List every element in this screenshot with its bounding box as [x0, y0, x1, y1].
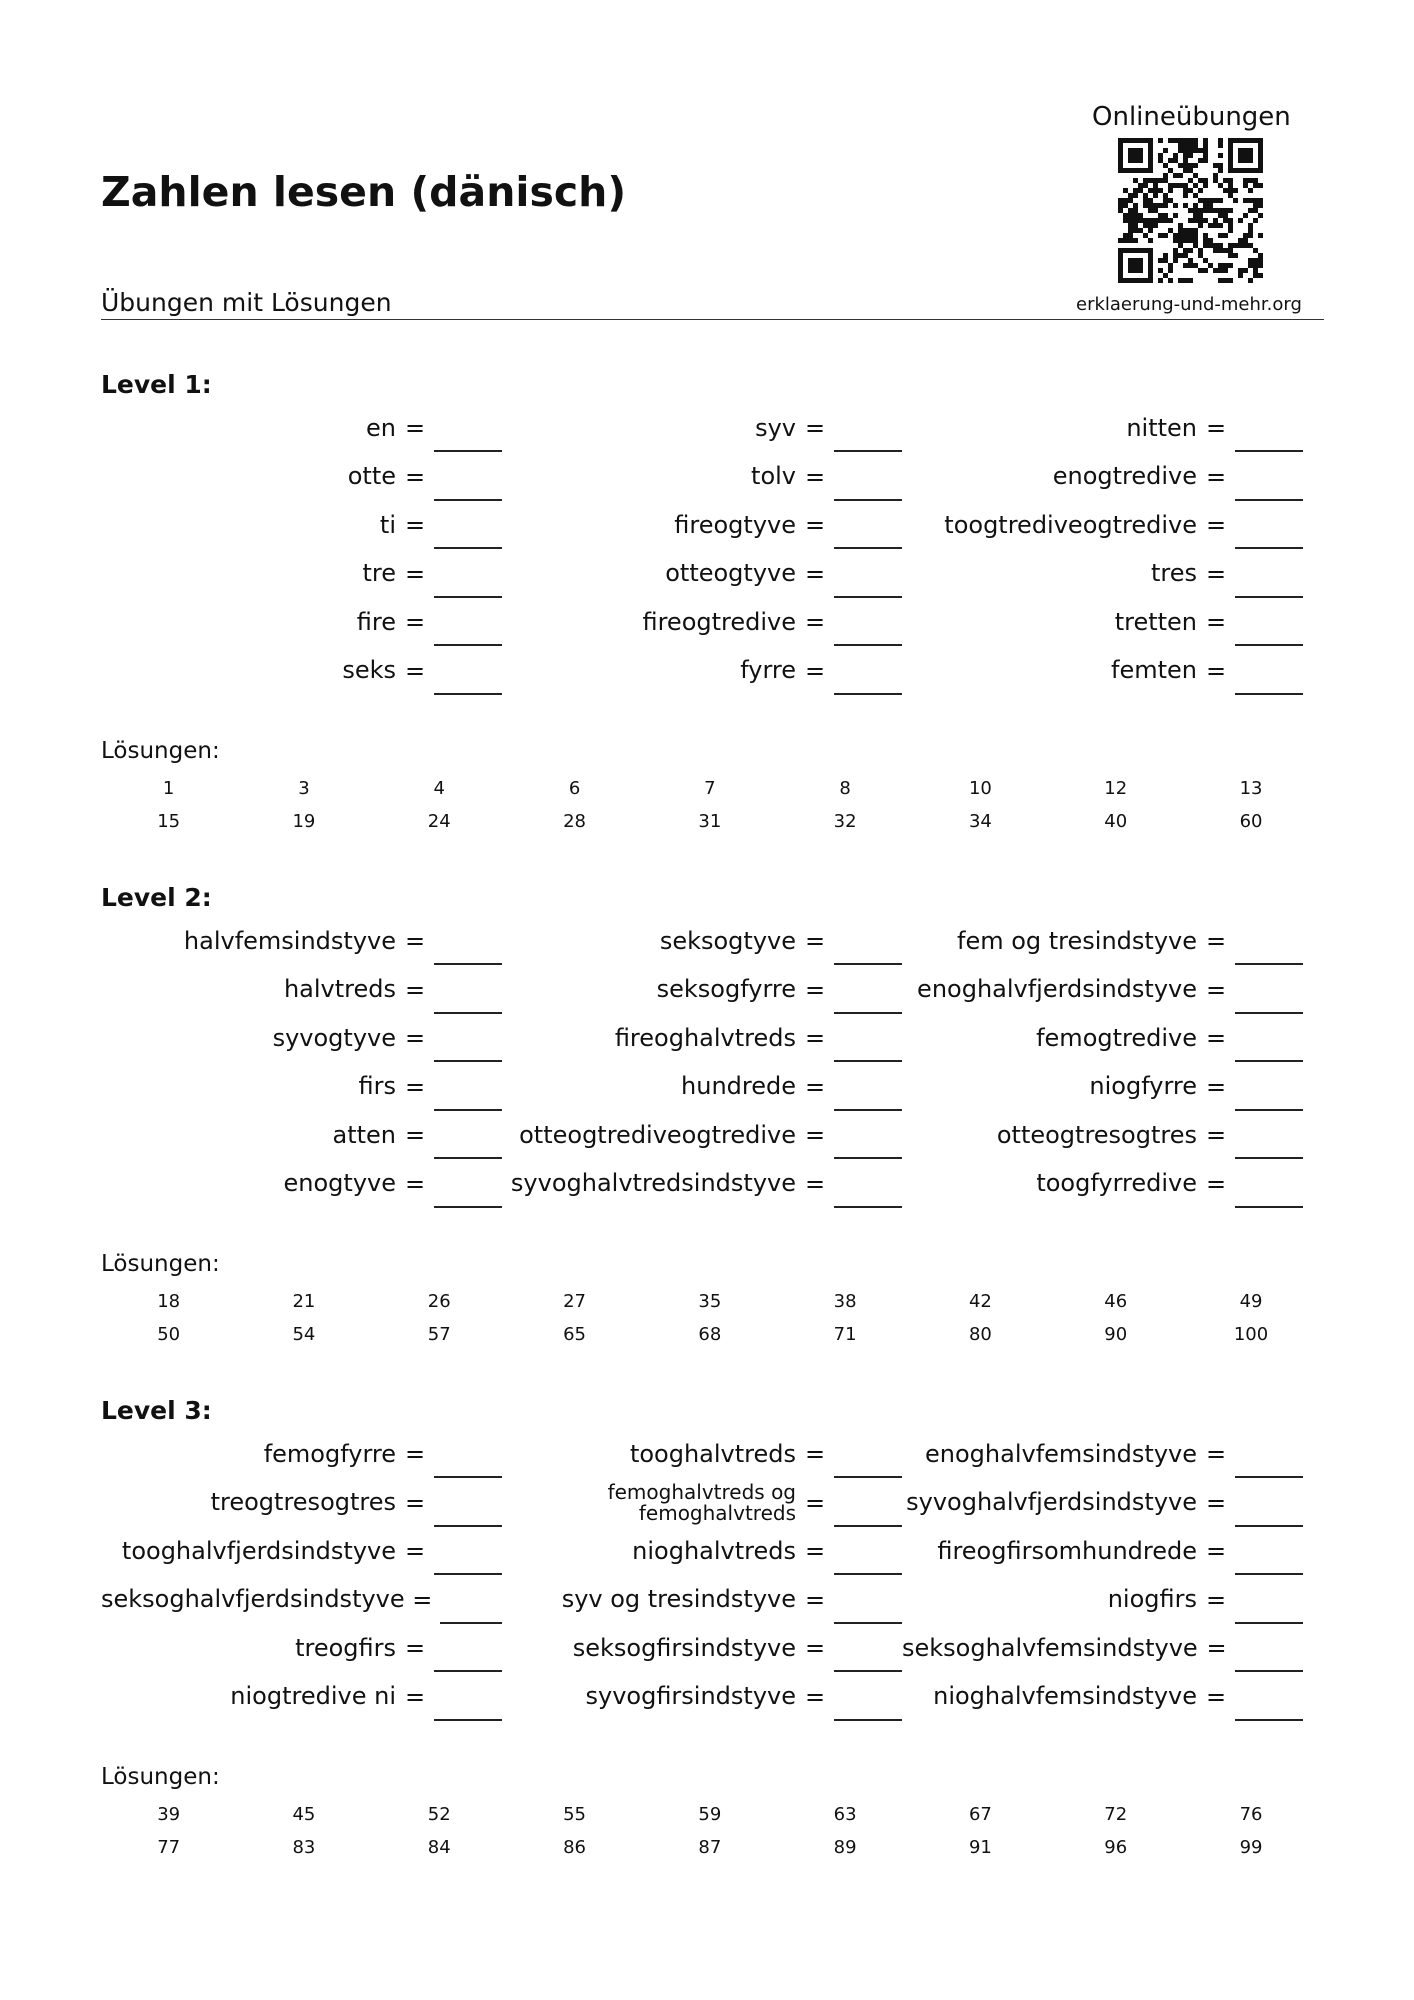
exercise-row — [101, 966, 1311, 1015]
equals-sign: = — [404, 1121, 426, 1150]
exercise-item — [502, 966, 902, 1015]
solution-number: 18 — [157, 1291, 181, 1312]
equals-sign: = — [1205, 608, 1227, 637]
exercise-row — [101, 1527, 1311, 1576]
solution-number: 38 — [833, 1291, 857, 1312]
equals-sign: = — [804, 1440, 826, 1469]
equals-sign: = — [804, 1585, 826, 1614]
exercise-item — [101, 1430, 502, 1479]
exercise-item — [101, 1111, 502, 1160]
exercise-item — [101, 1063, 502, 1112]
danish-number-word: tolv — [751, 462, 796, 491]
exercise-item — [502, 453, 902, 502]
solution-number: 46 — [1104, 1291, 1128, 1312]
exercise-item — [502, 1673, 902, 1722]
solution-number: 89 — [833, 1837, 857, 1858]
exercise-item — [101, 647, 502, 696]
exercise-item — [101, 1527, 502, 1576]
answer-blank[interactable] — [834, 693, 902, 695]
danish-number-word: halvfemsindstyve — [183, 926, 396, 955]
exercise-item — [101, 501, 502, 550]
equals-sign: = — [1205, 927, 1227, 956]
exercise-item — [502, 1160, 902, 1209]
equals-sign: = — [404, 1634, 426, 1663]
exercise-row — [101, 453, 1311, 502]
answer-blank[interactable] — [1235, 1719, 1303, 1721]
solution-number: 34 — [968, 811, 992, 832]
equals-sign: = — [804, 1072, 826, 1101]
solution-number: 45 — [292, 1804, 316, 1825]
exercise-item — [101, 453, 502, 502]
solution-number: 49 — [1239, 1291, 1263, 1312]
danish-number-word: otteogtresogtres — [996, 1120, 1197, 1149]
exercise-item — [902, 501, 1303, 550]
solution-number: 13 — [1239, 778, 1263, 799]
answer-blank[interactable] — [1235, 1206, 1303, 1208]
solution-number: 67 — [968, 1804, 992, 1825]
danish-number-word: halvtreds — [283, 975, 396, 1004]
danish-number-word: toogtrediveogtredive — [944, 510, 1197, 539]
exercise-item — [101, 550, 502, 599]
exercise-item — [902, 1014, 1303, 1063]
danish-number-word: niogfirs — [1107, 1585, 1197, 1614]
solution-number: 68 — [698, 1324, 722, 1345]
exercise-row — [101, 1063, 1311, 1112]
solution-number: 19 — [292, 811, 316, 832]
exercise-item — [502, 1430, 902, 1479]
equals-sign: = — [1205, 1488, 1227, 1517]
danish-number-word: tres — [1150, 559, 1197, 588]
danish-number-word: fem og tresindstyve — [957, 926, 1197, 955]
solution-number: 57 — [427, 1324, 451, 1345]
danish-number-word: seks — [342, 656, 396, 685]
solution-number: 60 — [1239, 811, 1263, 832]
danish-number-word: tre — [362, 559, 396, 588]
solution-number: 35 — [698, 1291, 722, 1312]
exercise-item — [902, 1111, 1303, 1160]
exercise-item — [101, 1673, 502, 1722]
danish-number-word: syvoghalvtredsindstyve — [510, 1169, 796, 1198]
exercise-item — [502, 598, 902, 647]
solution-number: 27 — [563, 1291, 586, 1312]
exercise-row — [101, 598, 1311, 647]
solution-number: 83 — [292, 1837, 316, 1858]
exercise-item — [902, 1430, 1303, 1479]
solution-number: 1 — [162, 778, 175, 799]
solution-number: 28 — [563, 811, 586, 832]
solution-number: 54 — [292, 1324, 316, 1345]
answer-blank[interactable] — [434, 693, 502, 695]
danish-number-word: fireogtredive — [642, 607, 796, 636]
exercise-row — [101, 647, 1311, 696]
solutions-label: Lösungen: — [101, 738, 220, 764]
danish-number-word: syvogtyve — [272, 1023, 396, 1052]
level-3-title: Level 3: — [101, 1396, 212, 1425]
exercise-item — [502, 1111, 902, 1160]
solution-number: 86 — [563, 1837, 586, 1858]
danish-number-word: tooghalvfjerdsindstyve — [121, 1536, 396, 1565]
page-title: Zahlen lesen (dänisch) — [101, 168, 627, 216]
danish-number-word: tooghalvtreds — [629, 1439, 796, 1468]
solution-number: 6 — [568, 778, 581, 799]
exercise-row — [101, 550, 1311, 599]
equals-sign: = — [1205, 511, 1227, 540]
danish-number-word: seksogfyrre — [656, 975, 796, 1004]
equals-sign: = — [804, 1682, 826, 1711]
exercise-row — [101, 404, 1311, 453]
solutions-grid — [101, 772, 1319, 838]
equals-sign: = — [1205, 462, 1227, 491]
solution-number: 87 — [698, 1837, 722, 1858]
danish-number-word: seksogtyve — [659, 926, 796, 955]
equals-sign: = — [804, 414, 826, 443]
solution-number: 52 — [427, 1804, 451, 1825]
danish-number-word: enogtredive — [1052, 462, 1197, 491]
solution-number: 7 — [704, 778, 716, 799]
exercise-item — [502, 1479, 902, 1528]
answer-blank[interactable] — [834, 1719, 902, 1721]
solution-number: 31 — [698, 811, 722, 832]
equals-sign: = — [404, 1024, 426, 1053]
solution-number: 39 — [157, 1804, 181, 1825]
equals-sign: = — [1205, 1537, 1227, 1566]
equals-sign: = — [1205, 414, 1227, 443]
exercise-item — [101, 966, 502, 1015]
exercise-item — [502, 1063, 902, 1112]
solution-number: 90 — [1104, 1324, 1128, 1345]
danish-number-word: syvoghalvfjerdsindstyve — [906, 1488, 1197, 1517]
solution-number: 77 — [157, 1837, 181, 1858]
equals-sign: = — [804, 1634, 826, 1663]
solution-number: 63 — [833, 1804, 857, 1825]
danish-number-word: atten — [332, 1120, 396, 1149]
exercise-row — [101, 1576, 1311, 1625]
solution-number: 4 — [433, 778, 445, 799]
solution-number: 26 — [427, 1291, 451, 1312]
exercise-item — [502, 550, 902, 599]
solution-number: 71 — [833, 1324, 857, 1345]
danish-number-word: enoghalvfemsindstyve — [925, 1439, 1197, 1468]
exercise-item — [502, 1527, 902, 1576]
equals-sign: = — [404, 559, 426, 588]
solution-number: 55 — [563, 1804, 586, 1825]
danish-number-word: firs — [358, 1072, 396, 1101]
danish-number-word: enoghalvfjerdsindstyve — [917, 975, 1197, 1004]
exercise-item — [902, 1063, 1303, 1112]
exercise-row — [101, 1479, 1311, 1528]
exercise-item — [502, 647, 902, 696]
exercise-row — [101, 917, 1311, 966]
exercise-row — [101, 1624, 1311, 1673]
equals-sign: = — [404, 1072, 426, 1101]
equals-sign: = — [412, 1585, 433, 1614]
danish-number-word: fyrre — [740, 656, 796, 685]
solution-number: 84 — [427, 1837, 451, 1858]
solution-number: 40 — [1104, 811, 1128, 832]
exercise-item — [902, 550, 1303, 599]
qr-code-icon[interactable] — [1118, 138, 1263, 283]
exercise-item — [101, 1624, 502, 1673]
exercise-item — [902, 598, 1303, 647]
level-3-exercises — [101, 1430, 1311, 1721]
exercise-item — [902, 453, 1303, 502]
level-2-exercises — [101, 917, 1311, 1208]
equals-sign: = — [404, 1169, 426, 1198]
exercise-item — [101, 917, 502, 966]
solution-number: 32 — [833, 811, 857, 832]
danish-number-word: femogfyrre — [263, 1439, 396, 1468]
equals-sign: = — [804, 511, 826, 540]
danish-number-word: hundrede — [681, 1072, 796, 1101]
equals-sign: = — [404, 1440, 426, 1469]
solution-number: 12 — [1104, 778, 1128, 799]
solution-number: 76 — [1239, 1804, 1263, 1825]
danish-number-word: otteogtyve — [665, 559, 796, 588]
solution-number: 50 — [157, 1324, 181, 1345]
equals-sign: = — [404, 414, 426, 443]
danish-number-word: enogtyve — [283, 1169, 396, 1198]
equals-sign: = — [404, 1488, 426, 1517]
exercise-item — [902, 1673, 1303, 1722]
exercise-item — [502, 1014, 902, 1063]
answer-blank[interactable] — [434, 1206, 502, 1208]
exercise-row — [101, 1430, 1311, 1479]
equals-sign: = — [404, 608, 426, 637]
equals-sign: = — [804, 1537, 826, 1566]
exercise-item — [902, 917, 1303, 966]
equals-sign: = — [1205, 559, 1227, 588]
danish-number-word: fireogtyve — [674, 510, 796, 539]
danish-number-word: fireogfirsomhundrede — [937, 1536, 1197, 1565]
equals-sign: = — [804, 608, 826, 637]
page-subtitle: Übungen mit Lösungen — [101, 288, 392, 317]
equals-sign: = — [1205, 1585, 1227, 1614]
equals-sign: = — [1205, 1169, 1227, 1198]
exercise-item — [502, 501, 902, 550]
equals-sign: = — [404, 927, 426, 956]
exercise-item — [902, 404, 1303, 453]
exercise-item — [502, 917, 902, 966]
danish-number-word: femoghalvtreds og femoghalvtreds — [607, 1479, 796, 1525]
equals-sign: = — [1205, 1072, 1227, 1101]
equals-sign: = — [1205, 1024, 1227, 1053]
online-exercises-label: Onlineübungen — [1092, 102, 1291, 132]
danish-number-word: fire — [356, 607, 396, 636]
exercise-item — [101, 1576, 502, 1625]
solution-number: 80 — [968, 1324, 992, 1345]
equals-sign: = — [804, 1024, 826, 1053]
solution-number: 42 — [968, 1291, 992, 1312]
equals-sign: = — [404, 656, 426, 685]
level-1-title: Level 1: — [101, 370, 212, 399]
answer-blank[interactable] — [1235, 693, 1303, 695]
solution-number: 10 — [968, 778, 992, 799]
exercise-item — [502, 1624, 902, 1673]
equals-sign: = — [404, 511, 426, 540]
equals-sign: = — [404, 462, 426, 491]
equals-sign: = — [804, 975, 826, 1004]
exercise-row — [101, 1111, 1311, 1160]
danish-number-word: otte — [347, 462, 396, 491]
danish-number-word: otteogtrediveogtredive — [519, 1120, 796, 1149]
equals-sign: = — [804, 927, 826, 956]
equals-sign: = — [804, 1121, 826, 1150]
danish-number-word: niogtredive ni — [230, 1682, 396, 1711]
danish-number-word: fireoghalvtreds — [614, 1023, 796, 1052]
exercise-row — [101, 1160, 1311, 1209]
level-1-exercises — [101, 404, 1311, 695]
exercise-item — [101, 1479, 502, 1528]
exercise-item — [101, 1160, 502, 1209]
equals-sign: = — [1206, 1634, 1227, 1663]
danish-number-word: nioghalvtreds — [632, 1536, 796, 1565]
solution-number: 15 — [157, 811, 181, 832]
answer-blank[interactable] — [434, 1719, 502, 1721]
danish-number-word: seksoghalvfjerdsindstyve — [101, 1585, 405, 1614]
equals-sign: = — [1205, 1121, 1227, 1150]
danish-number-word: treogtresogtres — [210, 1488, 396, 1517]
solution-number: 21 — [292, 1291, 316, 1312]
danish-number-word: syv — [755, 413, 796, 442]
solutions-label: Lösungen: — [101, 1764, 220, 1790]
exercise-item — [902, 1624, 1303, 1673]
answer-blank[interactable] — [834, 1206, 902, 1208]
danish-number-word: seksoghalvfemsindstyve — [902, 1633, 1198, 1662]
danish-number-word: nitten — [1126, 413, 1197, 442]
equals-sign: = — [404, 975, 426, 1004]
exercise-item — [101, 598, 502, 647]
equals-sign: = — [804, 1488, 826, 1517]
danish-number-word: tretten — [1114, 607, 1197, 636]
equals-sign: = — [404, 1537, 426, 1566]
solution-number: 96 — [1104, 1837, 1128, 1858]
equals-sign: = — [1205, 1440, 1227, 1469]
solution-number: 8 — [839, 778, 851, 799]
exercise-row — [101, 501, 1311, 550]
level-2-title: Level 2: — [101, 883, 212, 912]
danish-number-word: en — [366, 413, 396, 442]
solution-number: 99 — [1239, 1837, 1263, 1858]
site-url[interactable]: erklaerung-und-mehr.org — [1076, 294, 1302, 315]
equals-sign: = — [1205, 1682, 1227, 1711]
equals-sign: = — [804, 462, 826, 491]
solution-number: 100 — [1233, 1324, 1269, 1345]
solutions-grid — [101, 1798, 1319, 1864]
exercise-item — [101, 1014, 502, 1063]
danish-number-word: syv og tresindstyve — [561, 1585, 796, 1614]
danish-number-word: niogfyrre — [1089, 1072, 1197, 1101]
danish-number-word: femogtredive — [1036, 1023, 1197, 1052]
header-divider — [101, 319, 1324, 320]
exercise-row — [101, 1673, 1311, 1722]
exercise-item — [902, 1160, 1303, 1209]
equals-sign: = — [1205, 975, 1227, 1004]
exercise-item — [502, 1576, 902, 1625]
solution-number: 65 — [563, 1324, 586, 1345]
danish-number-word: nioghalvfemsindstyve — [933, 1682, 1197, 1711]
exercise-item — [902, 1527, 1303, 1576]
exercise-item — [502, 404, 902, 453]
danish-number-word: femten — [1111, 656, 1197, 685]
equals-sign: = — [804, 559, 826, 588]
equals-sign: = — [804, 1169, 826, 1198]
solutions-label: Lösungen: — [101, 1251, 220, 1277]
solution-number: 59 — [698, 1804, 722, 1825]
danish-number-word: treogfirs — [295, 1633, 396, 1662]
solution-number: 91 — [968, 1837, 992, 1858]
solution-number: 24 — [427, 811, 451, 832]
exercise-item — [101, 404, 502, 453]
exercise-item — [902, 1576, 1303, 1625]
exercise-item — [902, 1479, 1303, 1528]
equals-sign: = — [404, 1682, 426, 1711]
exercise-item — [902, 647, 1303, 696]
solution-number: 3 — [298, 778, 310, 799]
exercise-item — [902, 966, 1303, 1015]
solution-number: 72 — [1104, 1804, 1128, 1825]
danish-number-word: seksogfirsindstyve — [572, 1633, 796, 1662]
danish-number-word: toogfyrredive — [1036, 1169, 1197, 1198]
equals-sign: = — [1205, 656, 1227, 685]
danish-number-word: syvogfirsindstyve — [585, 1682, 796, 1711]
danish-number-word: ti — [379, 510, 396, 539]
solutions-grid — [101, 1285, 1319, 1351]
equals-sign: = — [804, 656, 826, 685]
exercise-row — [101, 1014, 1311, 1063]
